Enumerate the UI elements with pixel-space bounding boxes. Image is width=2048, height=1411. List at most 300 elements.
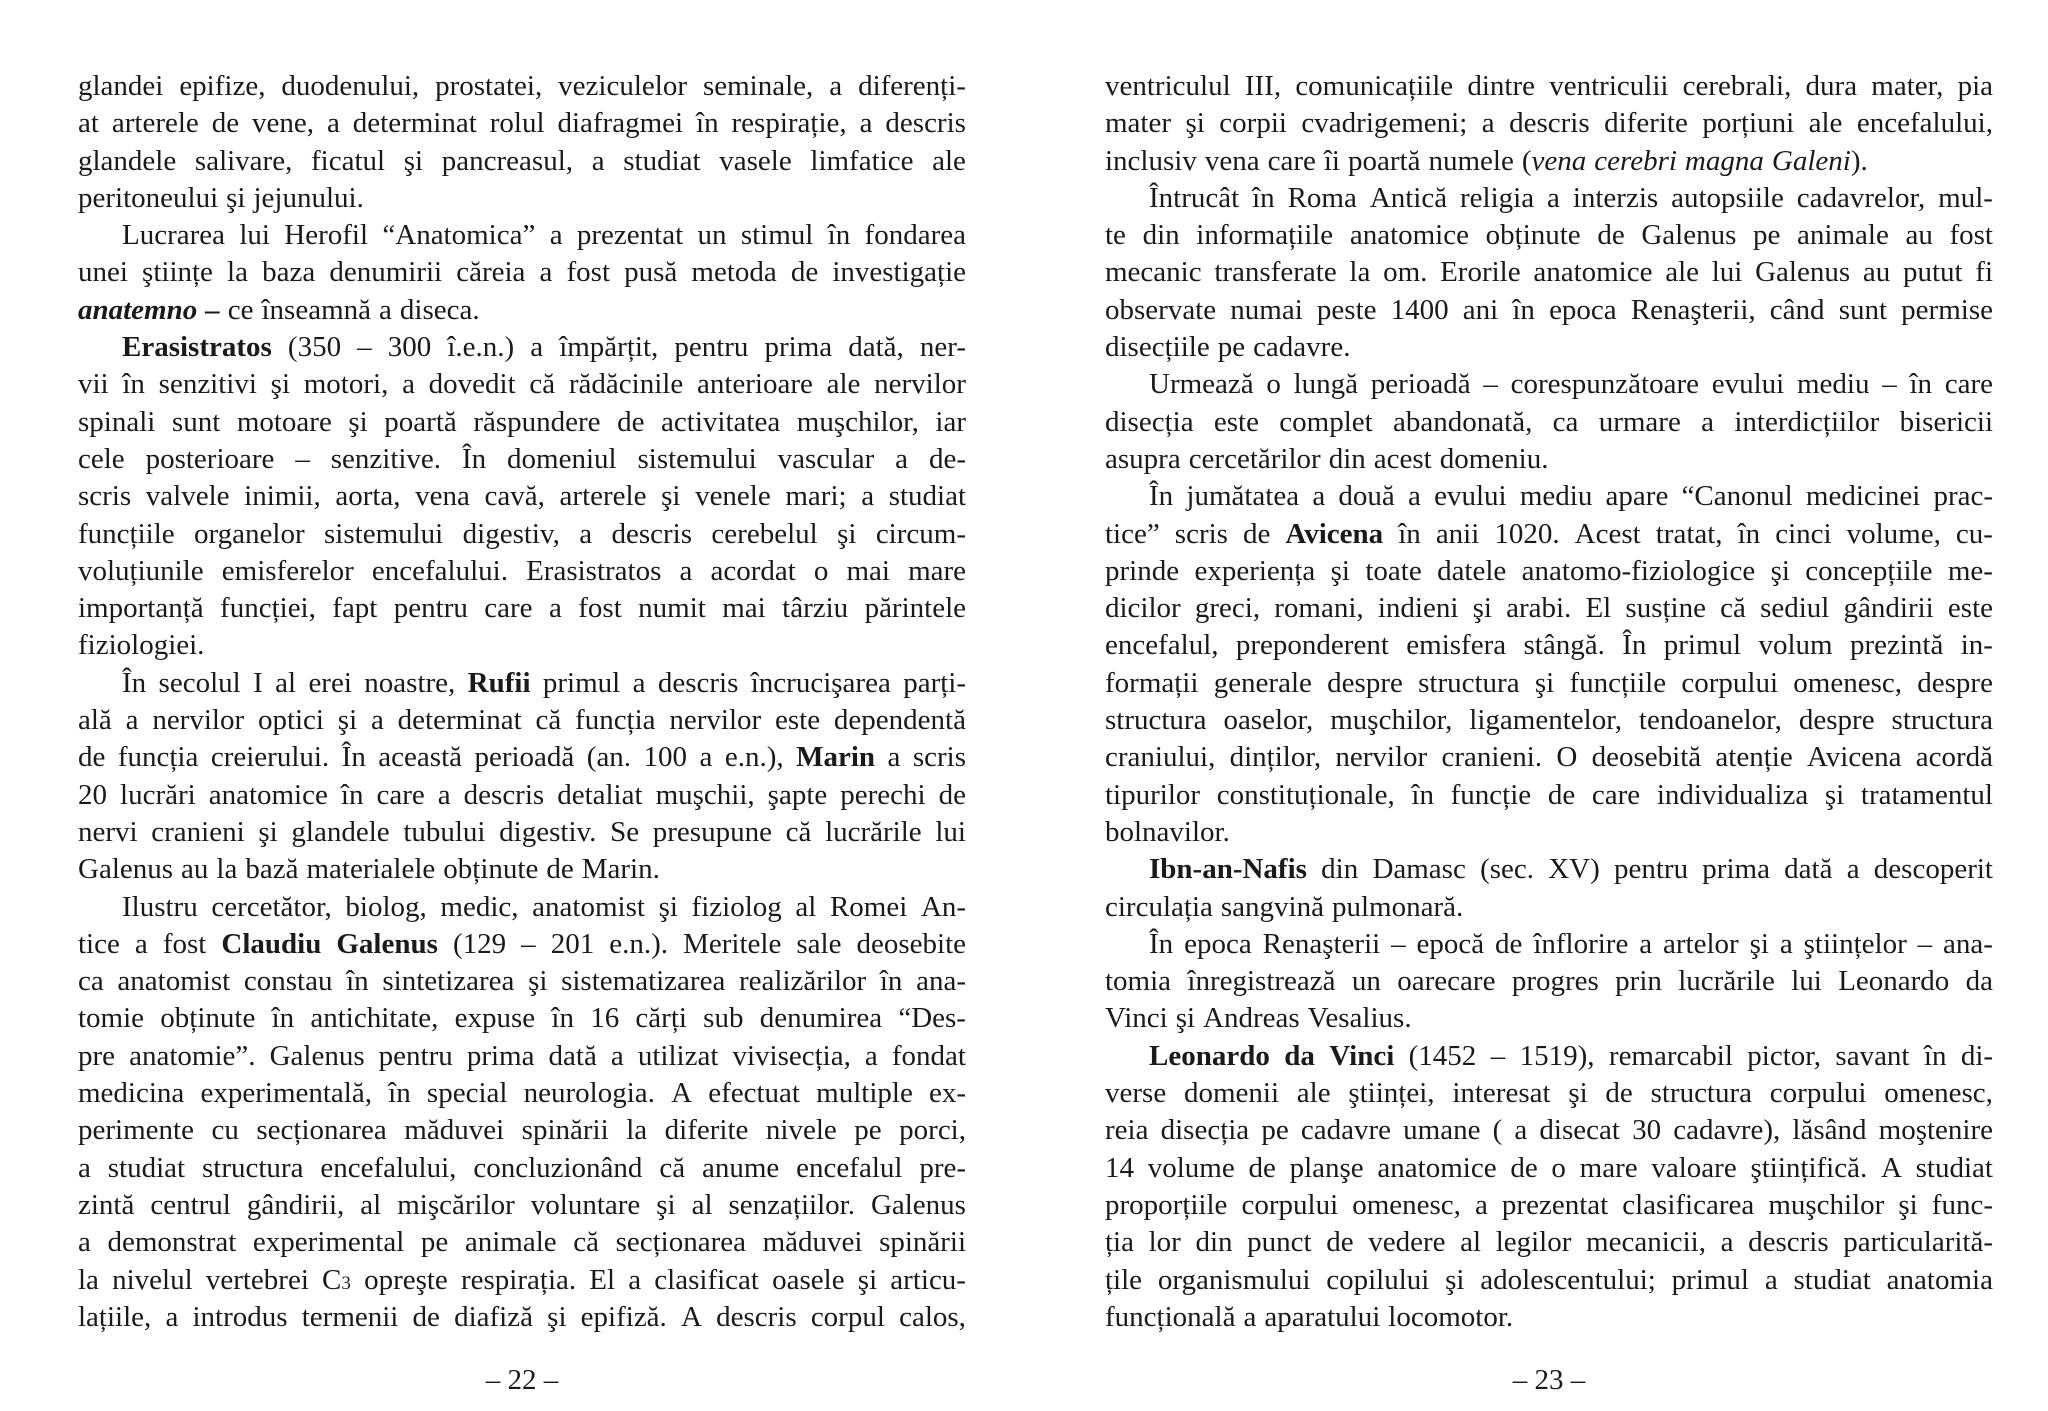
text-line <box>1105 292 1993 329</box>
word: artelor <box>1663 927 1739 960</box>
word: – <box>1882 368 1897 401</box>
word: a <box>887 741 901 774</box>
word: în <box>1923 1039 1947 1072</box>
word: Galeni <box>1771 144 1851 177</box>
text-line <box>78 1262 966 1299</box>
word: dura <box>1805 70 1858 102</box>
word: Andreas <box>1203 1002 1300 1035</box>
word: în <box>346 965 369 998</box>
word: vedere <box>1368 1226 1446 1259</box>
word: dintre <box>1467 70 1536 102</box>
word: omenesc, <box>1352 1188 1461 1221</box>
word: pe <box>1217 331 1246 364</box>
word: calos, <box>899 1300 966 1333</box>
word: bisericii <box>1899 405 1994 438</box>
word: special <box>426 1077 508 1110</box>
word: numele <box>1428 144 1514 177</box>
word: – <box>357 331 372 364</box>
word: 100 <box>643 741 688 774</box>
word: fost <box>1949 219 1993 252</box>
word: tice” <box>1105 517 1160 550</box>
word: lui <box>935 815 966 848</box>
word: ventriculii <box>1549 70 1669 102</box>
word: care <box>376 778 425 811</box>
word: anatomo-fiziologice <box>1521 554 1756 587</box>
word: ca <box>1552 405 1579 438</box>
word: a <box>1846 853 1860 886</box>
word: înflorire <box>1533 927 1629 960</box>
word: cvadrigemeni; <box>1301 107 1468 140</box>
word: oarecare <box>1397 965 1496 998</box>
word: digestiv. <box>499 815 597 848</box>
word: oasele <box>772 1263 845 1296</box>
word: tratamentul <box>1860 778 1993 811</box>
word: valoare <box>1651 1151 1737 1184</box>
word: prima <box>1702 853 1770 886</box>
word: copilului <box>1326 1263 1430 1296</box>
text-line <box>78 627 966 664</box>
word: descoperit <box>1873 853 1993 886</box>
word: volum <box>1758 629 1833 662</box>
word: spinali <box>78 405 156 438</box>
text-line <box>78 404 966 441</box>
word: despre <box>1327 666 1403 699</box>
word: abandonată, <box>1393 405 1533 438</box>
word: cavă, <box>484 480 545 513</box>
word: C <box>322 1263 342 1296</box>
word: şi <box>1534 666 1555 699</box>
word: mater, <box>1871 70 1944 102</box>
word: a <box>679 554 693 587</box>
word: că <box>573 1226 599 1259</box>
word: Leonardo <box>1838 965 1950 998</box>
word: pe <box>1261 1114 1289 1147</box>
word: Vesalius. <box>1307 1002 1412 1035</box>
word: a <box>1764 1263 1778 1296</box>
word: şi <box>1568 1077 1588 1110</box>
word: la <box>78 1263 99 1296</box>
word: O <box>1556 741 1578 774</box>
word: Antică <box>1369 181 1448 214</box>
word: vertebrei <box>205 1263 309 1296</box>
word: fost <box>162 927 207 960</box>
word: descris <box>657 666 739 699</box>
word: înseamnă <box>261 293 372 326</box>
text-line <box>78 1000 966 1037</box>
word: articu- <box>890 1263 966 1296</box>
word: metoda <box>691 256 777 289</box>
word: perioadă <box>1370 368 1471 401</box>
word: mecanicii, <box>1586 1226 1706 1259</box>
word: Leonardo <box>1149 1039 1270 1072</box>
left-page-text <box>78 68 966 1338</box>
word: pentru <box>378 1039 453 1072</box>
word: în <box>1512 293 1535 326</box>
word: a <box>125 704 139 737</box>
text-line <box>1105 329 1993 366</box>
word: sunt <box>171 405 221 438</box>
word: corpii <box>1219 107 1287 140</box>
text-line <box>78 105 966 142</box>
text-line <box>78 254 966 291</box>
word: despre <box>1917 666 1993 699</box>
word: comunicațiile <box>1295 70 1454 102</box>
word: că <box>785 815 812 848</box>
word: disecțiile <box>1105 331 1210 364</box>
word: de <box>211 107 240 140</box>
text-line <box>78 1075 966 1112</box>
word: este <box>1947 592 1993 625</box>
word: prezentat <box>1501 1188 1609 1221</box>
word: proporțiile <box>1105 1188 1228 1221</box>
word: dată, <box>848 331 904 364</box>
word: dovedit <box>428 368 516 401</box>
word: perioadă <box>474 741 575 774</box>
word: baza <box>262 256 316 289</box>
word: din <box>1142 219 1180 252</box>
word: de <box>412 1300 440 1333</box>
word: sistemului <box>324 517 444 550</box>
word: savant <box>1835 1039 1910 1072</box>
word: Acest <box>1574 517 1641 550</box>
word: XV) <box>1548 853 1600 886</box>
word: cărți <box>635 1002 687 1035</box>
text-line <box>78 329 966 366</box>
text-line <box>78 889 966 926</box>
word: diafiză <box>454 1300 533 1333</box>
word: gândirii <box>1843 592 1934 625</box>
text-line <box>78 814 966 851</box>
word: tomia <box>1105 965 1172 998</box>
word: 1400 <box>1390 293 1449 326</box>
text-line <box>1105 1150 1993 1187</box>
word: cerebri <box>1594 144 1677 177</box>
word: inclusiv <box>1105 144 1197 177</box>
word: – <box>1391 927 1406 960</box>
text-line <box>1105 1187 1993 1224</box>
word: creierului. <box>210 741 330 774</box>
word: constau <box>243 965 333 998</box>
text-line <box>1105 143 1993 180</box>
word: această <box>378 741 462 774</box>
word: aorta, <box>335 480 401 513</box>
word: constituționale, <box>1216 778 1395 811</box>
word: cadavre. <box>1253 331 1351 364</box>
word: epifiză. <box>580 1300 667 1333</box>
word: numai <box>1230 293 1303 326</box>
word: veziculelor <box>558 70 687 102</box>
word: deosebite <box>856 927 967 960</box>
word: şi <box>837 517 857 550</box>
word: medicina <box>78 1077 185 1110</box>
word: importanță <box>78 592 204 625</box>
word: “Des- <box>898 1002 966 1035</box>
word: demonstrat <box>107 1226 237 1259</box>
word: “Anatomica” <box>382 219 536 252</box>
word: prin <box>1615 965 1662 998</box>
word: 1519), <box>1519 1039 1595 1072</box>
word: obținute <box>160 1002 256 1035</box>
word: Galenus <box>336 927 438 960</box>
word: El <box>1585 592 1612 625</box>
word: pusă <box>624 256 678 289</box>
word: erei <box>308 666 352 699</box>
word: zintă <box>78 1188 135 1221</box>
word: în <box>1252 181 1275 214</box>
word: Galenus <box>78 853 174 886</box>
word: scris <box>912 741 967 774</box>
word: corpului <box>1241 1188 1339 1221</box>
word: structura <box>1891 704 1993 737</box>
word: tice <box>78 927 120 960</box>
word: structura <box>1650 1077 1753 1110</box>
word: porci, <box>899 1114 966 1147</box>
word: anatomice <box>1377 1151 1497 1184</box>
word: “Canonul <box>1681 480 1793 513</box>
word: sediul <box>1760 592 1830 625</box>
word: – <box>1917 927 1933 960</box>
word: expuse <box>454 1002 536 1035</box>
word: perechi <box>840 778 926 811</box>
word: 300 <box>387 331 432 364</box>
word: glandele <box>291 815 390 848</box>
word: la <box>626 1114 648 1147</box>
word: Galenus <box>1641 219 1737 252</box>
text-line <box>1105 1112 1993 1149</box>
word: vasele <box>719 144 792 177</box>
word: experimentală, <box>200 1077 372 1110</box>
word: înregistrează <box>1187 965 1336 998</box>
word: şi <box>1445 1263 1465 1296</box>
word: fondat <box>891 1039 966 1072</box>
word: III, <box>1244 70 1282 102</box>
text-line <box>78 1224 966 1261</box>
word: şi <box>270 368 290 401</box>
word: a <box>859 107 873 140</box>
word: spinării <box>879 1226 967 1259</box>
word: ală <box>78 704 112 737</box>
word: mişcărilor <box>397 1188 515 1221</box>
word: fapt <box>332 592 378 625</box>
text-line <box>1105 702 1993 739</box>
word: termenii <box>301 1300 399 1333</box>
word: obținute <box>1485 219 1581 252</box>
word: poartă <box>384 405 457 438</box>
text-line <box>1105 1038 1993 1075</box>
word: anume <box>701 1151 780 1184</box>
word: funcției, <box>220 592 316 625</box>
word: împărțit, <box>559 331 659 364</box>
text-line <box>1105 777 1993 814</box>
word: a <box>579 517 593 550</box>
word: Herofil <box>284 219 369 252</box>
word: – <box>205 293 220 326</box>
word: la <box>1349 256 1371 289</box>
word: Ibn-an-Nafis <box>1149 853 1307 886</box>
word: interesat <box>1452 1077 1551 1110</box>
word: al <box>795 890 817 923</box>
word: pancreasul, <box>441 144 574 177</box>
word: nervilor <box>152 704 245 737</box>
word: Vinci <box>1329 1039 1395 1072</box>
word: şi <box>658 890 678 923</box>
word: – <box>295 442 310 475</box>
text-line <box>1105 180 1993 217</box>
word: disecția <box>1160 1114 1250 1147</box>
word: a <box>632 666 646 699</box>
word: peritoneului <box>78 181 219 214</box>
word: secționarea <box>615 1226 747 1259</box>
word: târziu <box>782 592 849 625</box>
text-line <box>78 441 966 478</box>
word: (an. <box>586 741 632 774</box>
word: sistemului <box>637 442 757 475</box>
word: Roma <box>1287 181 1357 214</box>
word: I <box>253 666 263 699</box>
text-line <box>78 292 966 329</box>
word: indieni <box>1377 592 1459 625</box>
word: descris <box>463 778 545 811</box>
word: (129 <box>452 927 507 960</box>
word: unei <box>78 256 128 289</box>
word: da <box>1965 965 1994 998</box>
word: corespunzătoare <box>1510 368 1699 401</box>
word: prezentat <box>576 219 684 252</box>
word: măduvei <box>762 1226 863 1259</box>
word: diferenți- <box>858 70 966 102</box>
word: sangvină <box>1220 890 1324 923</box>
word: epocă <box>1416 927 1485 960</box>
word: dependentă <box>833 704 966 737</box>
word: motori, <box>303 368 389 401</box>
text-line <box>78 777 966 814</box>
right-page-text <box>1105 68 1993 1338</box>
word: este <box>1213 405 1259 438</box>
word: encefalul <box>796 1151 903 1184</box>
word: pe <box>854 1114 882 1147</box>
word: pe <box>420 1226 449 1259</box>
right-page <box>1105 68 1993 1338</box>
word: in- <box>1960 629 1993 662</box>
word: de <box>1510 1151 1538 1184</box>
word: diafragmei <box>557 107 684 140</box>
word: pre <box>78 1039 116 1072</box>
word: Renaşterii, <box>1630 293 1756 326</box>
word: anatemno <box>78 293 198 326</box>
word: descris <box>1748 1226 1829 1259</box>
word: oaselor, <box>1223 704 1314 737</box>
word: a <box>1243 1300 1257 1333</box>
text-line <box>1105 254 1993 291</box>
word: este <box>774 704 821 737</box>
word: Galenus <box>870 1188 966 1221</box>
word: a <box>1779 927 1793 960</box>
word: din <box>1321 853 1359 886</box>
word: nivelul <box>112 1263 193 1296</box>
word: studiat <box>1915 1151 1993 1184</box>
word: emisferelor <box>221 554 354 587</box>
word: jejunului. <box>253 181 364 214</box>
word: 1020. <box>1494 517 1560 550</box>
word: A <box>680 1300 702 1333</box>
word: al <box>360 1188 382 1221</box>
word: în <box>388 1077 411 1110</box>
word: Urmează <box>1149 368 1254 401</box>
word: glandele <box>78 144 177 177</box>
text-line <box>1105 553 1993 590</box>
word: ale <box>1296 1077 1331 1110</box>
word: susține <box>1625 592 1706 625</box>
word: realizărilor <box>739 965 867 998</box>
word: descris <box>1509 107 1590 140</box>
word: 16 <box>590 1002 620 1035</box>
word: ani <box>1462 293 1499 326</box>
word: în <box>1909 368 1932 401</box>
word: prac- <box>1933 480 1994 513</box>
word: diferite <box>664 1114 749 1147</box>
word: – <box>1490 1039 1506 1072</box>
word: cu <box>211 1114 239 1147</box>
text-line <box>1105 105 1993 142</box>
word: stângă. <box>1523 629 1605 662</box>
word: de <box>790 256 819 289</box>
text-line <box>1105 627 1993 664</box>
word: obținute <box>443 853 539 886</box>
word: a <box>548 592 562 625</box>
word: tubului <box>403 815 486 848</box>
word: ( <box>1521 144 1532 177</box>
word: pentru <box>1613 853 1689 886</box>
word: epoca <box>1184 927 1252 960</box>
word: Marin <box>796 741 876 774</box>
word: pulmonară. <box>1331 890 1464 923</box>
word: şi <box>1185 107 1205 140</box>
word: funcțiile <box>1569 666 1667 699</box>
word: dicilor <box>1105 592 1181 625</box>
text-line <box>78 478 966 515</box>
text-line <box>1105 963 1993 1000</box>
word: a <box>1474 1188 1488 1221</box>
word: cele <box>78 442 125 475</box>
word: la <box>227 256 248 289</box>
word: ale <box>1808 107 1843 140</box>
word: (350 <box>287 331 342 364</box>
word: pre- <box>919 1151 967 1184</box>
word: a <box>549 219 563 252</box>
word: care <box>484 592 533 625</box>
word: în <box>1398 517 1421 550</box>
word: ale <box>826 368 861 401</box>
word: circum- <box>875 517 966 550</box>
word: Claudiu <box>221 927 322 960</box>
word: scris <box>1174 517 1228 550</box>
word: encefalului, <box>320 1151 457 1184</box>
word: jumătatea <box>1186 480 1300 513</box>
word: planşe <box>1289 1151 1364 1184</box>
word: de <box>546 853 574 886</box>
word: El <box>589 1263 616 1296</box>
word: lungă <box>1293 368 1359 401</box>
word: anatomice <box>1349 219 1469 252</box>
word: ştiințe <box>142 256 213 289</box>
word: medicinei <box>1805 480 1921 513</box>
word: asupra <box>1105 442 1181 475</box>
word: individualiza <box>1656 778 1809 811</box>
word: şi <box>258 815 278 848</box>
word: moştenire <box>1878 1114 1994 1147</box>
word: 30 <box>1632 1114 1662 1147</box>
word: fiziologiei. <box>78 629 205 662</box>
